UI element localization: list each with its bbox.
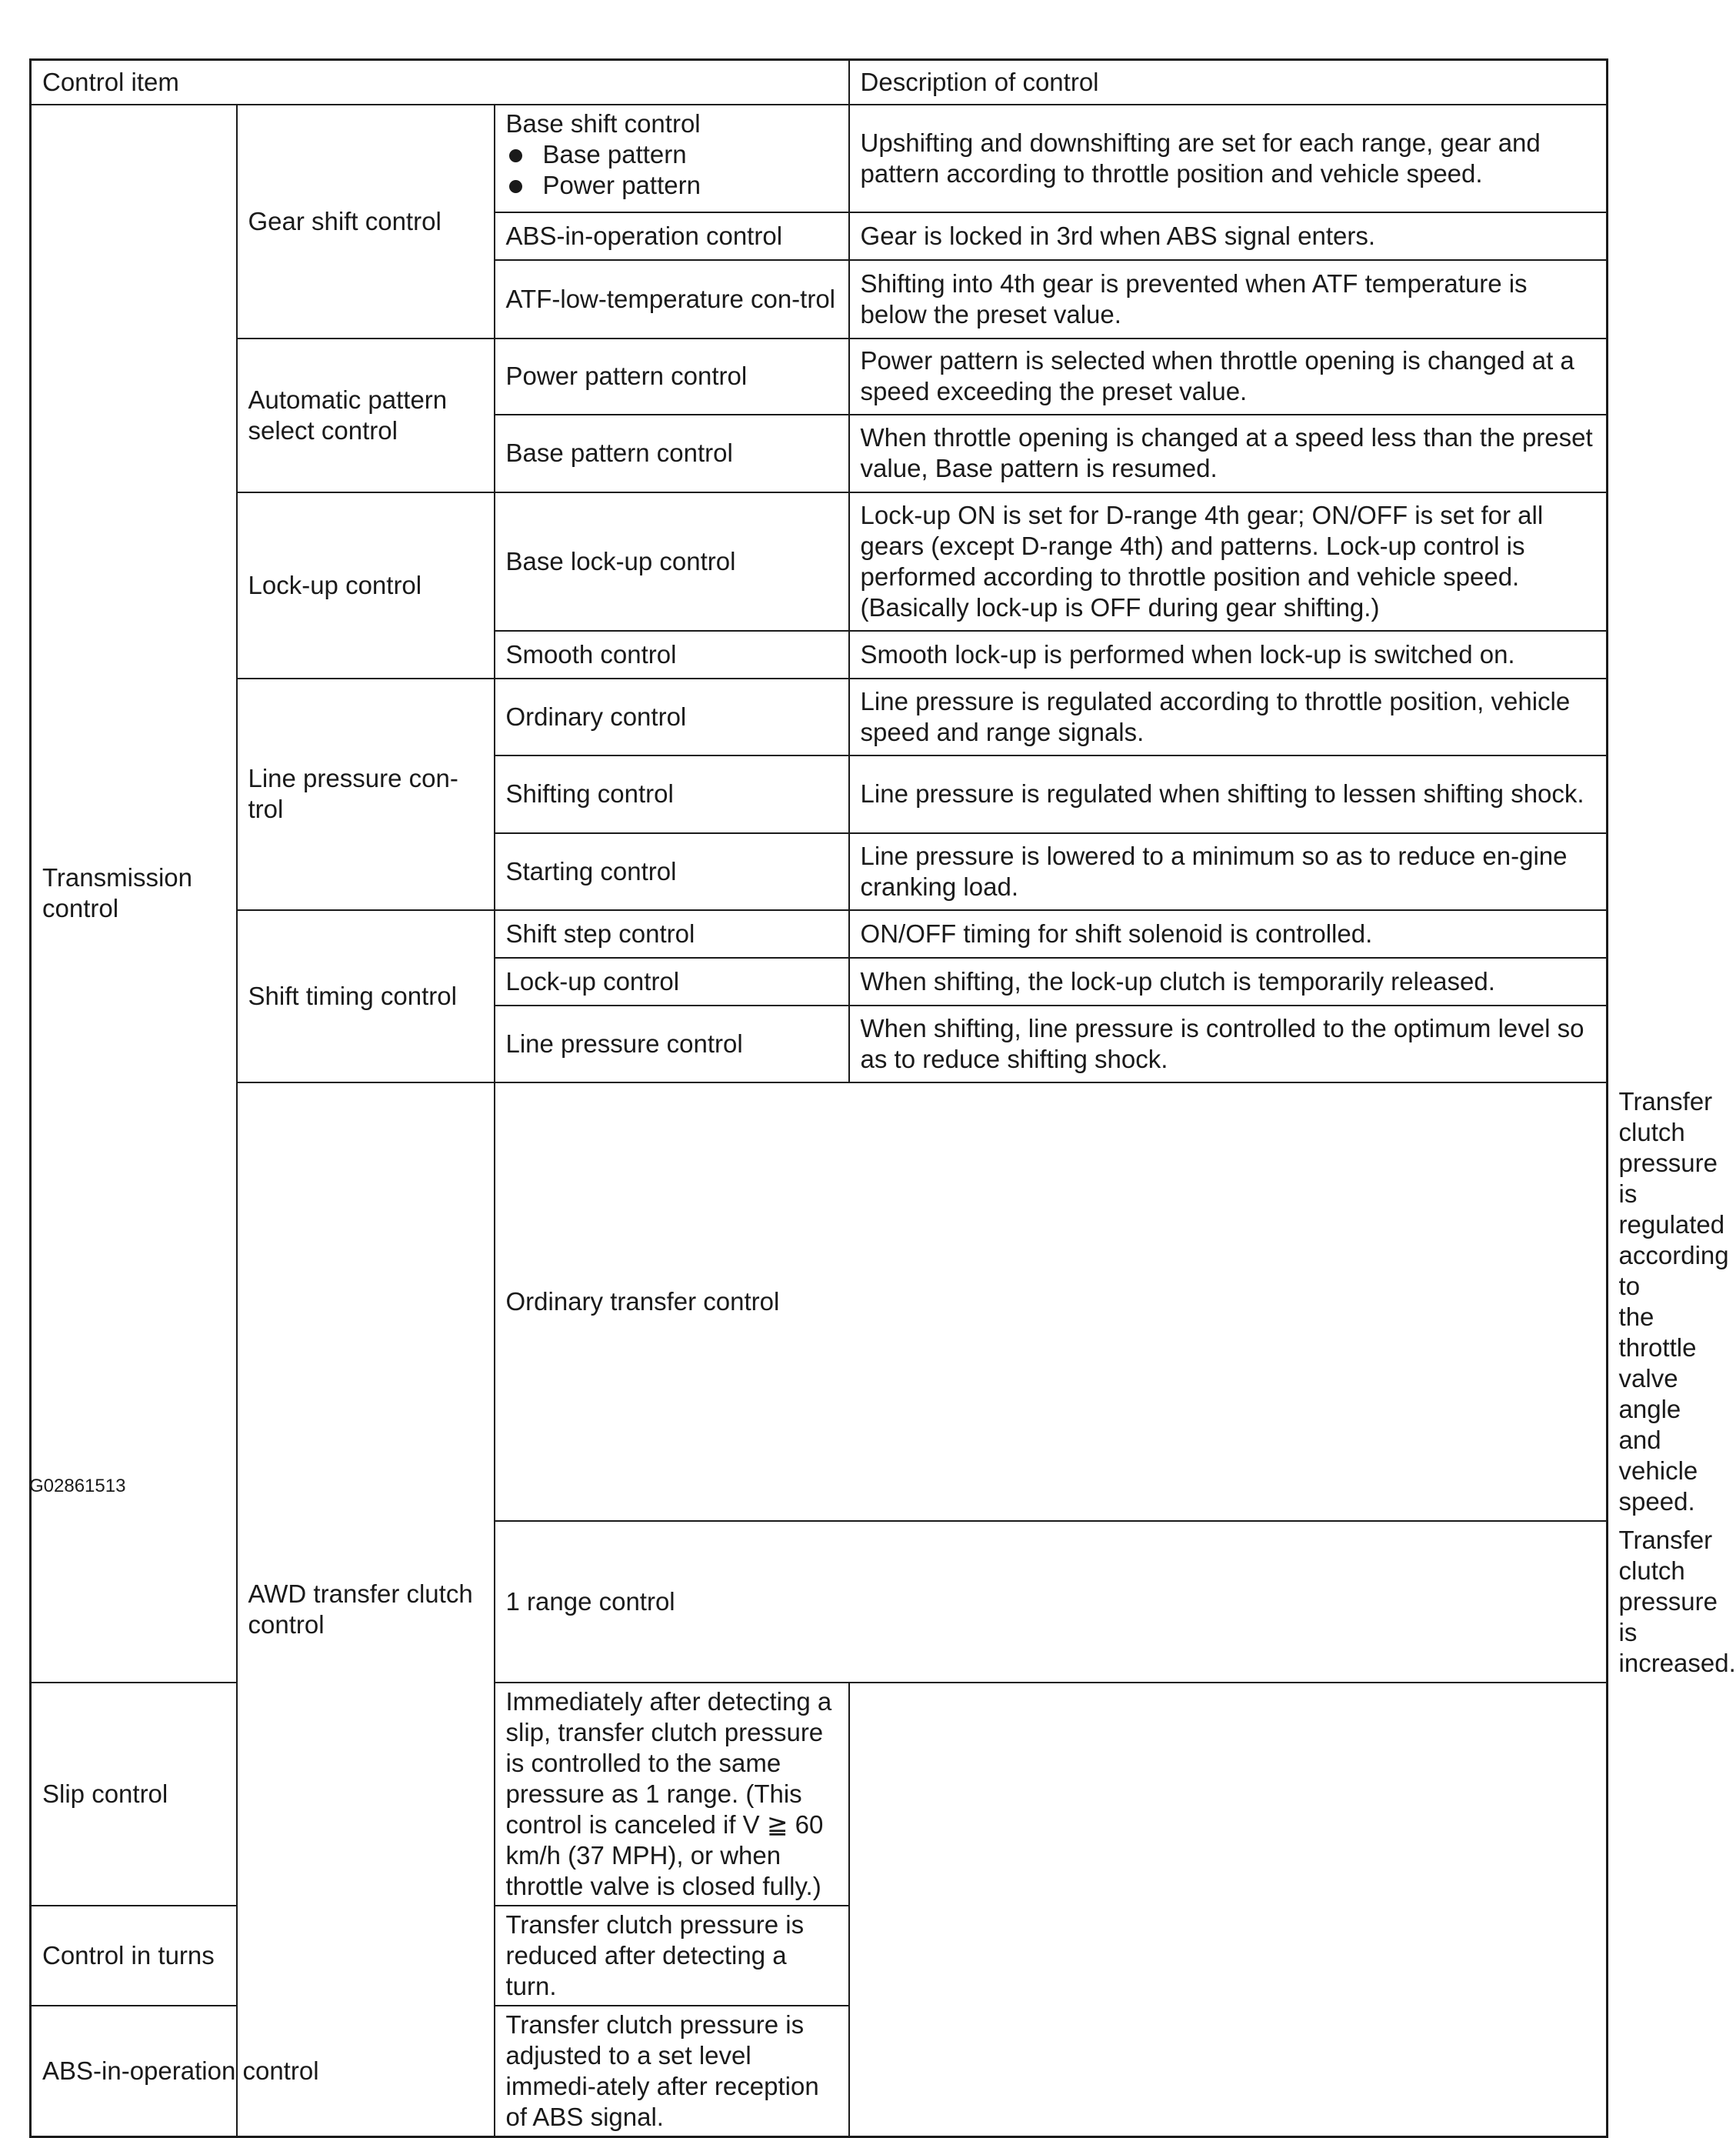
power-pattern-control-desc: Power pattern is selected when throttle opening is changed at a speed exceeding the preset value. [849, 339, 1608, 415]
table-row [31, 679, 1608, 755]
table-row [31, 910, 1608, 958]
table-row [31, 1906, 1608, 2006]
awd-abs-in-operation-control-label: ABS-in-operation control [31, 2006, 495, 2137]
atf-low-temperature-control-desc: Shifting into 4th gear is prevented when ATF temperature is below the preset value. [849, 260, 1608, 339]
atf-low-temperature-control-label: ATF-low-temperature con-trol [495, 260, 849, 339]
table-row [31, 492, 1608, 631]
shifting-control-label: Shifting control [495, 755, 849, 833]
table-row [31, 105, 1608, 212]
abs-in-operation-control-label: ABS-in-operation control [495, 212, 849, 260]
line-pressure-control-label: Line pressure con-trol [237, 679, 495, 910]
control-in-turns-label: Control in turns [31, 1906, 495, 2006]
ordinary-transfer-control-label: Ordinary transfer control [495, 1082, 1608, 1521]
power-pattern-control-label: Power pattern control [495, 339, 849, 415]
timing-lock-up-control-desc: When shifting, the lock-up clutch is temporarily released. [849, 958, 1608, 1006]
line-pressure-timing-control-label: Line pressure control [495, 1006, 849, 1082]
line-pressure-timing-control-desc: When shifting, line pressure is controlled to the optimum level so as to reduce shifting shock. [849, 1006, 1608, 1082]
table-row [31, 1683, 1608, 1906]
table-row: 1 range control Transfer clutch pressure is increased. [31, 1521, 1608, 1683]
timing-lock-up-control-label: Lock-up control [495, 958, 849, 1006]
range-1-control-label: 1 range control [495, 1521, 1608, 1683]
abs-in-operation-control-desc: Gear is locked in 3rd when ABS signal enters. [849, 212, 1608, 260]
control-table [29, 58, 1736, 2138]
table-row: AWD transfer clutch control Ordinary transfer control Transfer clutch pressure is regulated according to the throttle valve angle and vehicle speed. [31, 1082, 1608, 1521]
header-control-item: Control item [31, 60, 849, 105]
shifting-control-desc: Line pressure is regulated when shifting to lessen shifting shock. [849, 755, 1608, 833]
control-in-turns-desc: Transfer clutch pressure is reduced after detecting a turn. [495, 1906, 849, 2006]
list-item: Power pattern [506, 170, 838, 201]
header-description: Description of control [849, 60, 1608, 105]
base-shift-control-label: Base shift control [505, 108, 701, 138]
ordinary-control-label: Ordinary control [495, 679, 849, 755]
figure-id: G02861513 [29, 1476, 126, 1496]
starting-control-label: Starting control [495, 833, 849, 910]
automatic-pattern-select-label: Automatic pattern select control [237, 339, 495, 492]
slip-control-desc: Immediately after detecting a slip, transfer clutch pressure is controlled to the same pressure as 1 range. (This control is canceled if V ≧ 60 km/h (37 MPH), or when throttle valve is closed fully.) [495, 1683, 849, 1906]
awd-abs-in-operation-control-desc: Transfer clutch pressure is adjusted to a set level immedi-ately after reception of ABS signal. [495, 2006, 849, 2137]
table-row [31, 2006, 1608, 2137]
base-lock-up-control-label: Base lock-up control [495, 492, 849, 631]
starting-control-desc: Line pressure is lowered to a minimum so as to reduce en-gine cranking load. [849, 833, 1608, 910]
list-item: Base pattern [506, 139, 838, 170]
smooth-control-label: Smooth control [495, 631, 849, 679]
awd-transfer-clutch-control-label: AWD transfer clutch control [237, 1082, 495, 2137]
base-shift-control-cell [495, 105, 849, 212]
table-row [31, 339, 1608, 415]
transmission-control-label: Transmission control [31, 105, 237, 1683]
table-header-row [31, 60, 1608, 105]
shift-step-control-label: Shift step control [495, 910, 849, 958]
lock-up-control-label: Lock-up control [237, 492, 495, 679]
base-shift-pattern-list [506, 139, 838, 201]
shift-step-control-desc: ON/OFF timing for shift solenoid is controlled. [849, 910, 1608, 958]
smooth-control-desc: Smooth lock-up is performed when lock-up is switched on. [849, 631, 1608, 679]
shift-timing-control-label: Shift timing control [237, 910, 495, 1082]
gear-shift-control-label: Gear shift control [237, 105, 495, 339]
base-shift-control-desc: Upshifting and downshifting are set for each range, gear and pattern according to throttle position and vehicle speed. [849, 105, 1608, 212]
slip-control-label: Slip control [31, 1683, 495, 1906]
ordinary-control-desc: Line pressure is regulated according to throttle position, vehicle speed and range signals. [849, 679, 1608, 755]
base-lock-up-control-desc: Lock-up ON is set for D-range 4th gear; ON/OFF is set for all gears (except D-range 4th) and patterns. Lock-up control is performed according to throttle position and vehicle speed. (Basically lock-up is OFF during gear shifting.) [849, 492, 1608, 631]
base-pattern-control-label: Base pattern control [495, 415, 849, 492]
base-pattern-control-desc: When throttle opening is changed at a speed less than the preset value, Base pattern is resumed. [849, 415, 1608, 492]
